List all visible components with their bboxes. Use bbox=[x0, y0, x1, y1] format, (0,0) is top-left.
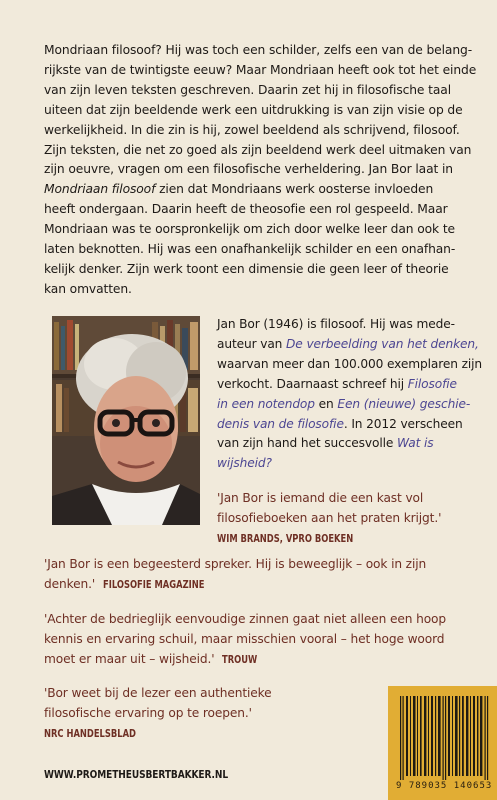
quote-line: 'Jan Bor is iemand die een kast vol bbox=[217, 491, 424, 505]
quote-line: kennis en ervaring schuil, maar misschien vooral – het hoge woord bbox=[44, 631, 445, 646]
bio-line: auteur van De verbeelding van het denken, bbox=[217, 336, 479, 351]
quote-source: NRC HANDELSBLAD bbox=[44, 728, 136, 740]
barcode-digits: 9 789035 140653 bbox=[396, 781, 493, 791]
quote-line: filosofische ervaring op te roepen.' bbox=[44, 705, 252, 720]
barcode-icon bbox=[398, 696, 490, 780]
quote-3 bbox=[44, 610, 446, 671]
book-title: denis van de filosofie bbox=[217, 416, 344, 431]
quote-1 bbox=[217, 489, 441, 550]
blurb-line: laten beknotten. Hij was een onafhankelijk schilder en een onafhan- bbox=[44, 242, 456, 257]
quote-line: 'Jan Bor is een begeesterd spreker. Hij is beweeglijk – ook in zijn bbox=[44, 557, 427, 571]
quote-line: denken.' bbox=[44, 576, 96, 591]
book-title: in een notendop bbox=[217, 396, 315, 411]
blurb-line: heeft ondergaan. Daarin heeft de theosofie een rol gespeeld. Maar bbox=[44, 202, 448, 217]
blurb-line: zijn oeuvre, vragen om een filosofische verheldering. Jan Bor laat in bbox=[44, 162, 453, 177]
book-title: De verbeelding van het denken, bbox=[286, 336, 479, 351]
book-title: Filosofie bbox=[407, 376, 457, 391]
book-title: Een (nieuwe) geschie- bbox=[337, 396, 471, 411]
quote-source: TROUW bbox=[221, 654, 258, 666]
blurb-line: Zijn teksten, die net zo goed als zijn beeldend werk deel uitmaken van bbox=[44, 142, 472, 157]
author-portrait-illustration bbox=[52, 316, 200, 525]
quote-line: 'Bor weet bij de lezer een authentieke bbox=[44, 686, 272, 700]
bio-line: waarvan meer dan 100.000 exemplaren zijn bbox=[217, 356, 483, 371]
blurb-line: Mondriaan filosoof? Hij was toch een schilder, zelfs een van de belang- bbox=[44, 43, 473, 57]
blurb-line: werkelijkheid. In die zin is hij, zowel beeldend als schrijvend, filosoof. bbox=[44, 122, 460, 137]
bio-line: in een notendop en Een (nieuwe) geschie- bbox=[217, 396, 471, 411]
blurb-line: Mondriaan filosoof zien dat Mondriaans werk oosterse invloeden bbox=[44, 182, 434, 197]
quote-source: WIM BRANDS, VPRO BOEKEN bbox=[217, 533, 354, 545]
blurb-text bbox=[44, 41, 477, 300]
quote-2 bbox=[44, 555, 426, 596]
publisher-website: WWW.PROMETHEUSBERTBAKKER.NL bbox=[44, 769, 229, 781]
bio-line: Jan Bor (1946) is filosoof. Hij was mede- bbox=[217, 317, 455, 331]
quote-line: filosofieboeken aan het praten krijgt.' bbox=[217, 510, 442, 525]
bio-line: van zijn hand het succesvolle Wat is bbox=[217, 436, 434, 451]
quote-source: FILOSOFIE MAGAZINE bbox=[102, 579, 205, 591]
book-title: Wat is bbox=[397, 436, 434, 451]
blurb-line: Mondriaan was te oorspronkelijk om zich door welke leer dan ook te bbox=[44, 222, 455, 237]
blurb-line: kan omvatten. bbox=[44, 281, 132, 296]
author-bio bbox=[217, 315, 483, 474]
quote-4 bbox=[44, 684, 272, 745]
book-title: wijsheid? bbox=[217, 456, 272, 471]
blurb-line: uiteen dat zijn beeldende werk een uitdrukking is van zijn visie op de bbox=[44, 102, 463, 117]
blurb-line: kelijk denker. Zijn werk toont een dimensie die geen leer of theorie bbox=[44, 261, 449, 276]
isbn-barcode bbox=[388, 686, 497, 800]
bio-line: denis van de filosofie. In 2012 verscheen bbox=[217, 416, 463, 431]
blurb-line: rijkste van de twintigste eeuw? Maar Mondriaan heeft ook tot het einde bbox=[44, 62, 477, 77]
blurb-line: van zijn leven teksten geschreven. Daarin zet hij in filosofische taal bbox=[44, 82, 451, 97]
book-title: Mondriaan filosoof bbox=[44, 182, 156, 197]
bio-line: verkocht. Daarnaast schreef hij Filosofie bbox=[217, 376, 457, 391]
quote-line: moet er maar uit – wijsheid.' bbox=[44, 651, 215, 666]
quote-line: 'Achter de bedrieglijk eenvoudige zinnen gaat niet alleen een hoop bbox=[44, 612, 447, 626]
author-photo bbox=[52, 316, 200, 525]
